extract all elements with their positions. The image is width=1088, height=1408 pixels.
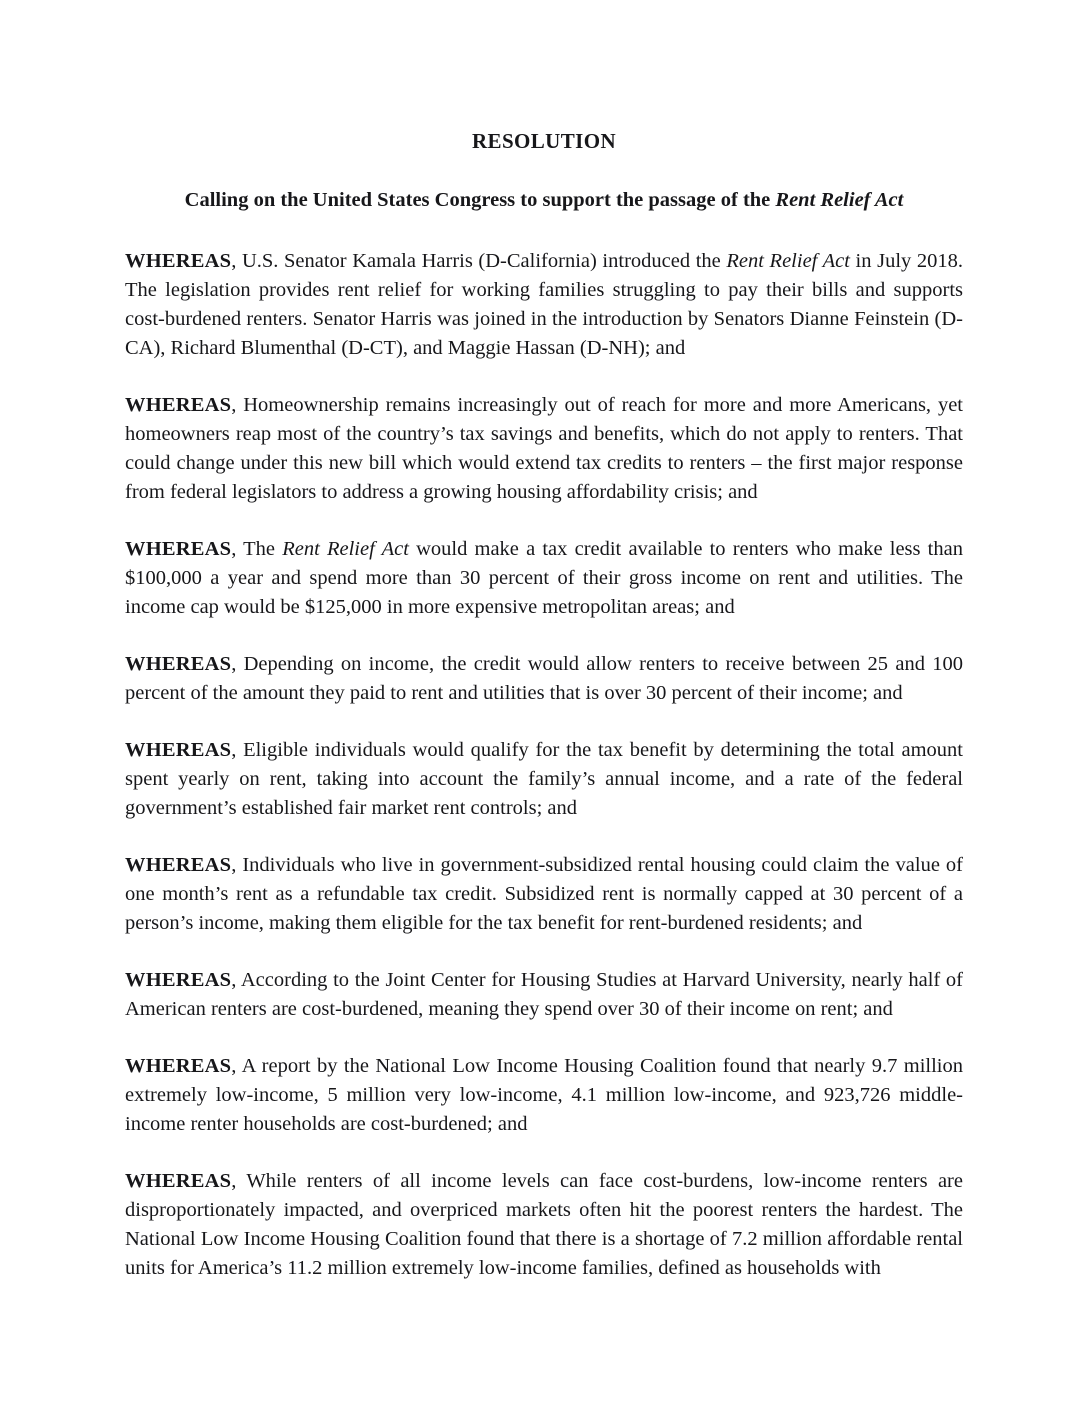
clause-body-text: , While renters of all income levels can face cost-burdens, low-income renters are disproportionately impacted, and overpriced markets often hit the poorest renters the hardest. The National Low Income Housing Coalition found that there is a shortage of 7.2 million affordable rental units for America’s 11.2 million extremely low-income families, defined as households with bbox=[125, 1169, 963, 1279]
clause-body-text: , Individuals who live in government-subsidized rental housing could claim the value of one month’s rent as a refundable tax credit. Subsidized rent is normally capped at 30 percent of a person’s income, making them eligible for the tax benefit for rent-burdened residents; and bbox=[125, 853, 963, 934]
clause-lead-word: WHEREAS bbox=[125, 652, 232, 675]
clause-body-text: , The bbox=[231, 537, 283, 560]
clause-affordable-unit-shortage bbox=[125, 1167, 963, 1283]
clause-tax-credit-income-caps bbox=[125, 535, 963, 622]
clause-subsidized-housing-credit bbox=[125, 851, 963, 938]
clause-body-text: , Eligible individuals would qualify for the tax benefit by determining the total amount spent yearly on rent, taking into account the family’s annual income, and a rate of the federal government’s established fair market rent controls; and bbox=[125, 738, 963, 819]
clause-harvard-joint-center-study bbox=[125, 966, 963, 1024]
clause-lead-word: WHEREAS bbox=[125, 1169, 232, 1192]
clause-body-text: , Homeownership remains increasingly out of reach for more and more Americans, yet homeowners reap most of the country’s tax savings and benefits, which do not apply to renters. That could change under this new bill which would extend tax credits to renters – the first major response from federal legislators to address a growing housing affordability crisis; and bbox=[125, 393, 963, 503]
clause-homeownership-out-of-reach bbox=[125, 391, 963, 507]
clause-lead-word: WHEREAS bbox=[125, 968, 232, 991]
clause-lead-word: WHEREAS bbox=[125, 1054, 232, 1077]
clause-body-text: , According to the Joint Center for Housing Studies at Harvard University, nearly half of American renters are cost-burdened, meaning they spend over 30 of their income on rent; and bbox=[125, 968, 963, 1020]
clause-body-text: would make a tax credit available to renters who make less than $100,000 a year and spend more than 30 percent of their gross income on rent and utilities. The income cap would be $125,000 in more expensive metropolitan areas; and bbox=[125, 537, 963, 618]
clause-lead-word: WHEREAS bbox=[125, 249, 232, 272]
clause-act-title: Rent Relief Act bbox=[726, 249, 850, 272]
clause-body-text: in July 2018. The legislation provides rent relief for working families struggling to pay their bills and supports cost-burdened renters. Senator Harris was joined in the introduction by Senators Dianne Feinstein (D-CA), Richard Blumenthal (D-CT), and Maggie Hassan (D-NH); and bbox=[125, 249, 963, 359]
clause-eligibility-determination bbox=[125, 736, 963, 823]
clause-body-text: , U.S. Senator Kamala Harris (D-California) introduced the bbox=[231, 249, 727, 272]
page-title: RESOLUTION bbox=[471, 129, 617, 153]
document-subtitle bbox=[125, 154, 963, 214]
clause-lead-word: WHEREAS bbox=[125, 393, 232, 416]
clause-lead-word: WHEREAS bbox=[125, 537, 232, 560]
document-text-block bbox=[125, 0, 963, 1283]
clause-act-title: Rent Relief Act bbox=[282, 537, 409, 560]
clause-rent-relief-act-introduced bbox=[125, 247, 963, 363]
subtitle-text-before: Calling on the United States Congress to support the passage of the bbox=[184, 189, 776, 212]
clause-lead-word: WHEREAS bbox=[125, 738, 232, 761]
clause-lead-word: WHEREAS bbox=[125, 853, 232, 876]
subtitle-act-title: Rent Relief Act bbox=[775, 189, 904, 212]
clause-credit-percentage-range bbox=[125, 650, 963, 708]
whereas-clause-list bbox=[125, 214, 963, 1283]
clause-nlihc-cost-burdened-counts bbox=[125, 1052, 963, 1139]
clause-body-text: , A report by the National Low Income Housing Coalition found that nearly 9.7 million extremely low-income, 5 million very low-income, 4.1 million low-income, and 923,726 middle-income renter households are cost-burdened; and bbox=[125, 1054, 963, 1135]
clause-body-text: , Depending on income, the credit would allow renters to receive between 25 and 100 percent of the amount they paid to rent and utilities that is over 30 percent of their income; and bbox=[125, 652, 963, 704]
